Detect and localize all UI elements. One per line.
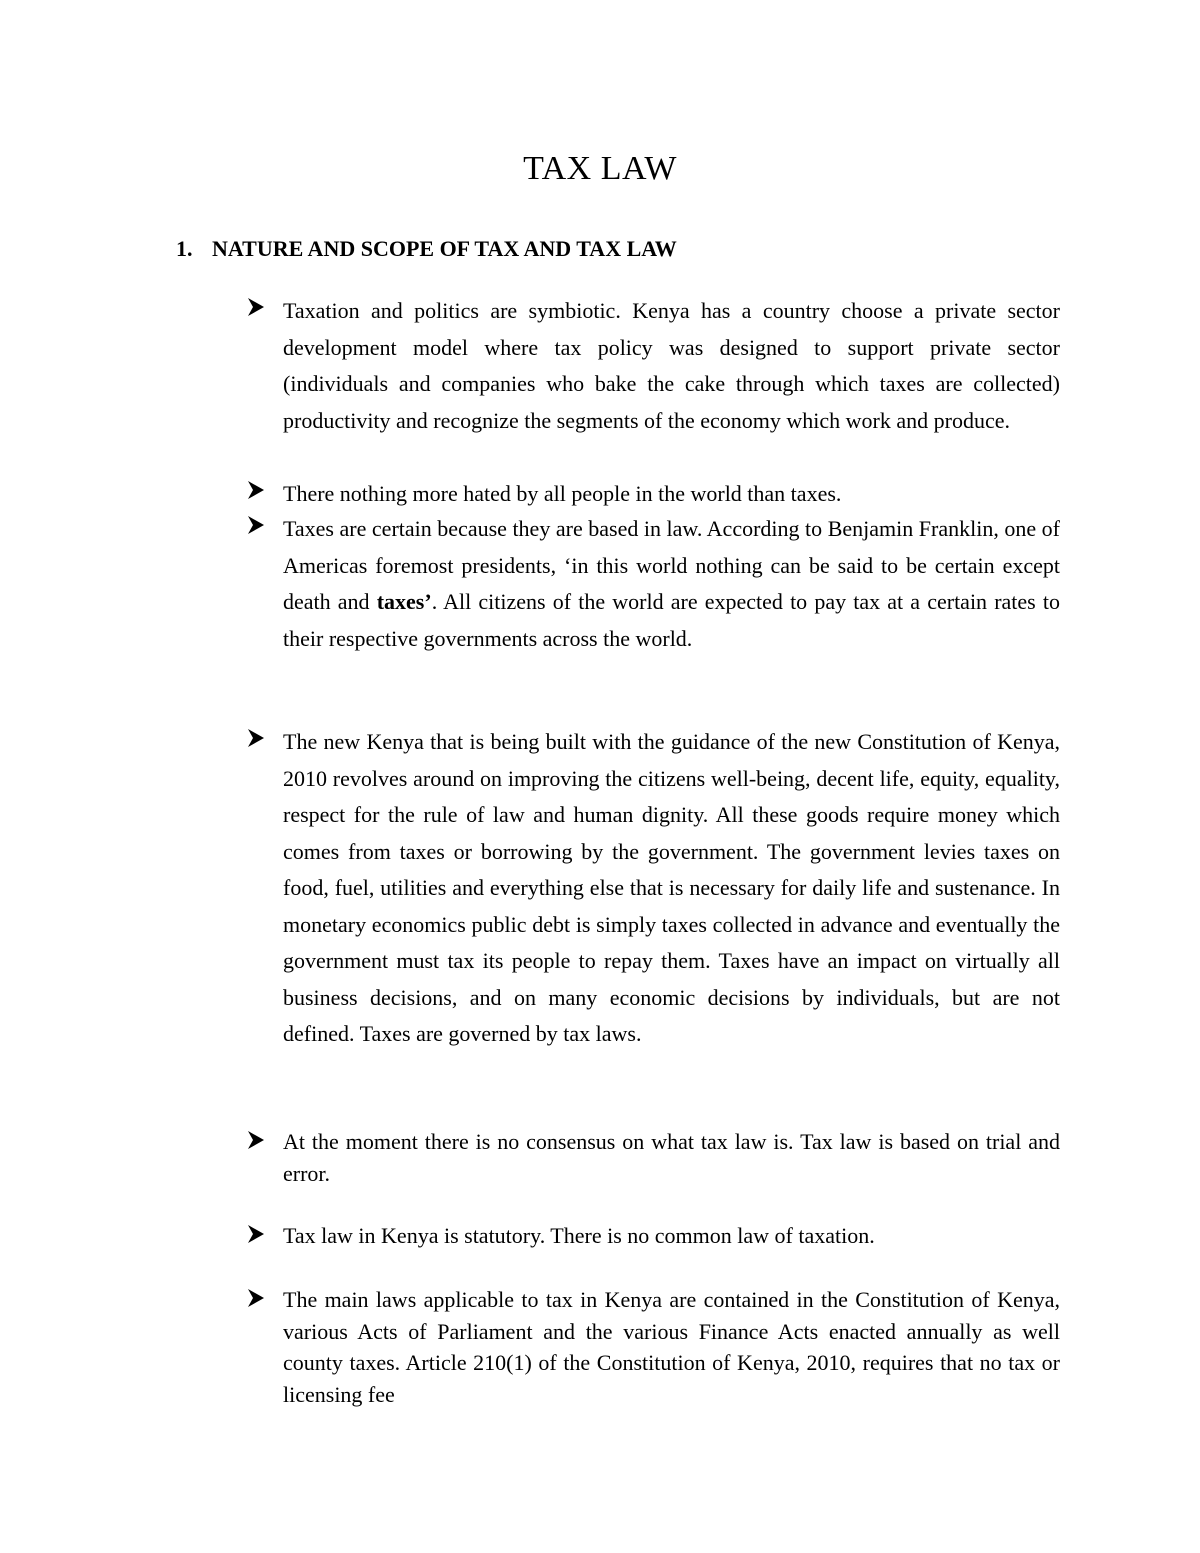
list-item-text: At the moment there is no consensus on what tax law is. Tax law is based on trial and error. [283,1129,1060,1186]
list-item [245,293,1060,439]
arrowhead-icon [245,727,267,749]
section-heading [176,236,677,262]
list-item [245,1284,1060,1410]
list-item [245,724,1060,1053]
list-item-text: The main laws applicable to tax in Kenya are contained in the Constitution of Kenya, various Acts of Parliament and the various Finance Acts enacted annually as well county taxes. Article 210(1) of the Constitution of Kenya, 2010, requires that no tax or licensing fee [283,1287,1060,1407]
section-number: 1. [176,236,193,261]
document-title: TAX LAW [523,150,677,187]
bold-text-segment: taxes’ [376,589,432,614]
list-item-text [283,511,1060,657]
arrowhead-icon [245,479,267,501]
list-item-text: Taxation and politics are symbiotic. Kenya has a country choose a private sector development model where tax policy was designed to support private sector (individuals and companies who bake the cake through which taxes are collected) productivity and recognize the segments of the economy which work and produce. [283,298,1060,433]
arrowhead-icon [245,296,267,318]
text-segment: . All citizens of the world are expected to pay tax at a certain rates to their respective governments across the world. [283,589,1061,651]
text-segment: Taxes are certain because they are based in law. According to Benjamin Franklin, one of Americas foremost presidents, ‘in this world nothing can be said to be certain except death and [283,516,1060,614]
list-item [245,1126,1060,1189]
list-item [245,476,1060,513]
list-item [245,511,1060,657]
list-item-text: The new Kenya that is being built with the guidance of the new Constitution of Kenya, 2010 revolves around on improving the citizens well-being, decent life, equity, equality, respect for the rule of law and human dignity. All these goods require money which comes from taxes or borrowing by the government. The government levies taxes on food, fuel, utilities and everything else that is necessary for daily life and sustenance. In monetary economics public debt is simply taxes collected in advance and eventually the government must tax its people to repay them. Taxes have an impact on virtually all business decisions, and on many economic decisions by individuals, but are not defined. Taxes are governed by tax laws. [283,729,1060,1046]
arrowhead-icon [245,1129,267,1151]
list-item-text: Tax law in Kenya is statutory. There is no common law of taxation. [283,1223,875,1248]
list-item-text: There nothing more hated by all people in the world than taxes. [283,481,842,506]
arrowhead-icon [245,1287,267,1309]
list-item [245,1220,1060,1252]
arrowhead-icon [245,1223,267,1245]
section-heading-text: NATURE AND SCOPE OF TAX AND TAX LAW [212,236,677,261]
arrowhead-icon [245,514,267,536]
